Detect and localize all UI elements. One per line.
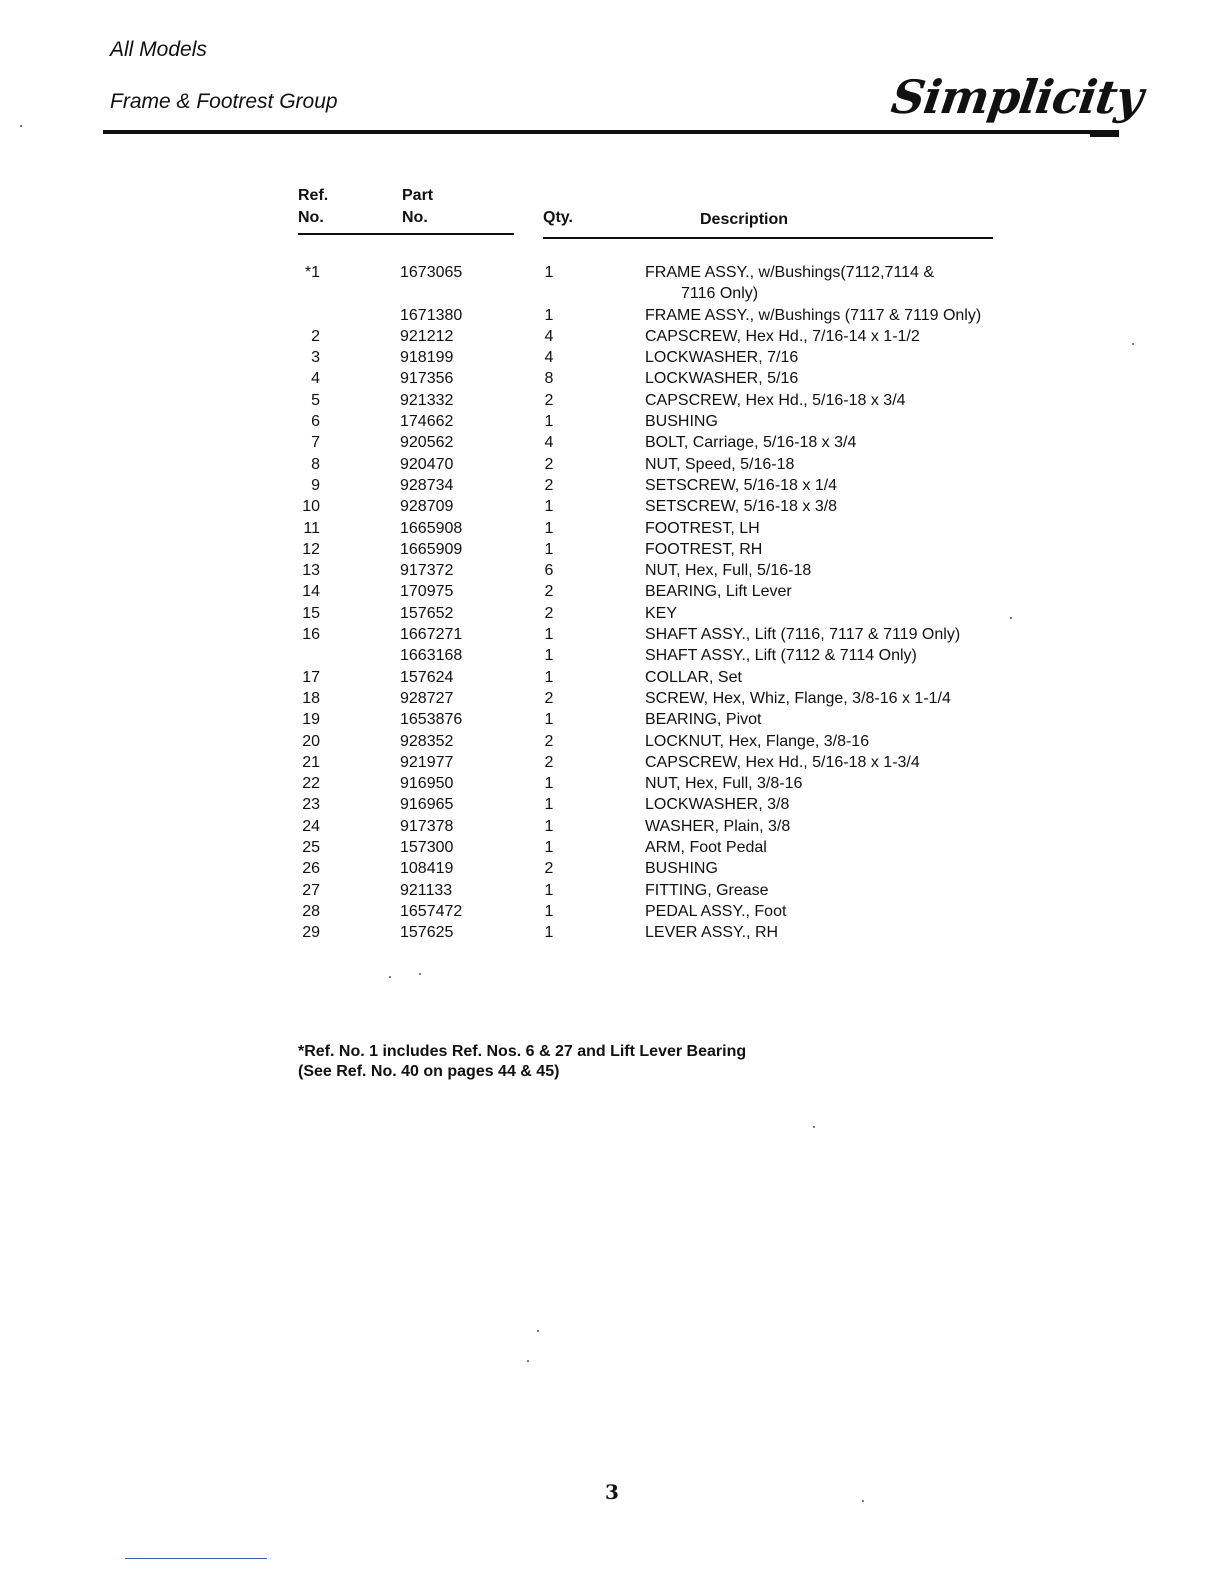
- table-row: [296, 368, 981, 389]
- table-row: [296, 922, 981, 943]
- description-cell: NUT, Hex, Full, 5/16-18: [645, 562, 812, 580]
- qty-cell: 1: [544, 668, 554, 686]
- table-row: [296, 624, 981, 645]
- page-number: 3: [605, 1480, 619, 1504]
- qty-cell: 4: [544, 434, 554, 452]
- part-no-cell: 928727: [400, 689, 454, 707]
- ref-no-cell: 27: [302, 881, 320, 899]
- description-cell: NUT, Speed, 5/16-18: [645, 455, 795, 473]
- qty-cell: 2: [544, 604, 554, 622]
- part-no-cell: 157652: [400, 604, 454, 622]
- ref-no-cell: 6: [311, 413, 320, 431]
- ref-no-cell: 25: [302, 839, 320, 857]
- description-cell: KEY: [645, 604, 678, 622]
- description-cell: NUT, Hex, Full, 3/8-16: [645, 775, 803, 793]
- scan-speck: [537, 1330, 539, 1332]
- scan-speck: [527, 1360, 529, 1362]
- qty-cell: 2: [544, 391, 554, 409]
- ref-no-cell: 16: [302, 626, 320, 644]
- table-row: [296, 390, 981, 411]
- description-cell: SCREW, Hex, Whiz, Flange, 3/8-16 x 1-1/4: [645, 689, 951, 707]
- qty-cell: 1: [544, 711, 554, 729]
- part-no-cell: 1657472: [400, 902, 463, 920]
- qty-cell: 1: [544, 647, 554, 665]
- description-cell: FOOTREST, RH: [645, 540, 763, 558]
- column-header-part: Part No.: [402, 187, 434, 226]
- ref-no-cell: 24: [302, 817, 320, 835]
- bottom-rule: [125, 1558, 267, 1559]
- table-row: [296, 603, 981, 624]
- part-no-cell: 170975: [400, 583, 454, 601]
- ref-no-cell: 10: [302, 498, 320, 516]
- scan-speck: [419, 973, 421, 975]
- ref-no-cell: 22: [302, 775, 320, 793]
- table-row: [296, 581, 981, 602]
- table-row: [296, 667, 981, 688]
- parts-table: [296, 262, 981, 944]
- description-cell: SHAFT ASSY., Lift (7112 & 7114 Only): [645, 647, 917, 665]
- qty-cell: 2: [544, 476, 554, 494]
- qty-cell: 2: [544, 689, 554, 707]
- description-cell: SHAFT ASSY., Lift (7116, 7117 & 7119 Only): [645, 626, 961, 644]
- ref-no-cell: 3: [311, 349, 320, 367]
- description-cell: FRAME ASSY., w/Bushings (7117 & 7119 Only): [645, 306, 982, 324]
- part-no-cell: 920470: [400, 455, 454, 473]
- ref-no-cell: 14: [302, 583, 320, 601]
- qty-cell: 1: [544, 881, 554, 899]
- ref-no-cell: [296, 645, 400, 666]
- table-row: [296, 496, 981, 517]
- ref-no-cell: 17: [302, 668, 320, 686]
- table-row: [296, 326, 981, 347]
- table-row: [296, 518, 981, 539]
- part-no-cell: 928352: [400, 732, 454, 750]
- column-header-rule-right: [543, 237, 993, 239]
- table-row: [296, 773, 981, 794]
- column-header-qty: Qty.: [543, 209, 573, 226]
- description-cell: CAPSCREW, Hex Hd., 5/16-18 x 3/4: [645, 391, 906, 409]
- models-label: All Models: [110, 38, 207, 61]
- part-no-cell: 108419: [400, 860, 454, 878]
- column-header-rule-left: [298, 233, 514, 235]
- description-cell: WASHER, Plain, 3/8: [645, 817, 791, 835]
- part-no-cell: 174662: [400, 413, 454, 431]
- qty-cell: 1: [544, 817, 554, 835]
- ref-no-cell: 5: [311, 391, 320, 409]
- qty-cell: 4: [544, 327, 554, 345]
- part-no-cell: 1673065: [400, 264, 463, 281]
- table-row: [296, 262, 981, 305]
- scan-speck: [1010, 617, 1012, 619]
- table-row: [296, 816, 981, 837]
- qty-cell: 1: [544, 796, 554, 814]
- scan-speck: [389, 976, 391, 978]
- description-cell: BUSHING: [645, 413, 718, 431]
- description-cell: SETSCREW, 5/16-18 x 3/8: [645, 498, 838, 516]
- part-no-cell: 917356: [400, 370, 454, 388]
- qty-cell: 1: [544, 924, 554, 942]
- qty-cell: 8: [544, 370, 554, 388]
- part-no-cell: 157625: [400, 924, 454, 942]
- description-cell: FOOTREST, LH: [645, 519, 760, 537]
- ref-no-cell: 26: [302, 860, 320, 878]
- column-header-description: Description: [700, 211, 789, 228]
- column-header-ref: Ref. No.: [298, 187, 329, 226]
- part-no-cell: 1663168: [400, 647, 463, 665]
- part-no-cell: 920562: [400, 434, 454, 452]
- qty-cell: 4: [544, 349, 554, 367]
- part-no-cell: 928734: [400, 476, 454, 494]
- scan-speck: [20, 125, 22, 127]
- table-row: [296, 539, 981, 560]
- ref-no-cell: 11: [303, 519, 320, 537]
- table-row: [296, 731, 981, 752]
- table-row: [296, 752, 981, 773]
- table-row: [296, 347, 981, 368]
- part-no-cell: 1653876: [400, 711, 463, 729]
- qty-cell: 2: [544, 583, 554, 601]
- qty-cell: 1: [544, 519, 554, 537]
- description-cell: BOLT, Carriage, 5/16-18 x 3/4: [645, 434, 857, 452]
- part-no-cell: 921977: [400, 753, 454, 771]
- scan-speck: [862, 1500, 864, 1502]
- part-no-cell: 921133: [400, 881, 453, 899]
- header-rule-accent: [1090, 134, 1119, 137]
- description-cell: BEARING, Pivot: [645, 711, 762, 729]
- ref-no-cell: 20: [302, 732, 320, 750]
- qty-cell: 2: [544, 860, 554, 878]
- table-row: [296, 305, 981, 326]
- description-cell: FITTING, Grease: [645, 881, 769, 899]
- part-no-cell: 921212: [400, 327, 454, 345]
- part-no-cell: 1667271: [400, 626, 463, 644]
- ref-no-cell: [296, 305, 400, 326]
- qty-cell: 1: [544, 306, 554, 324]
- table-row: [296, 475, 981, 496]
- qty-cell: 1: [544, 264, 554, 281]
- description-cell: ARM, Foot Pedal: [645, 839, 767, 857]
- table-row: [296, 688, 981, 709]
- ref-no-cell: 2: [311, 327, 320, 345]
- qty-cell: 1: [544, 775, 554, 793]
- qty-cell: 2: [544, 732, 554, 750]
- qty-cell: 1: [544, 540, 554, 558]
- table-row: [296, 645, 981, 666]
- description-cell: CAPSCREW, Hex Hd., 5/16-18 x 1-3/4: [645, 753, 920, 771]
- description-cell: BUSHING: [645, 860, 718, 878]
- qty-cell: 2: [544, 455, 554, 473]
- table-row: [296, 411, 981, 432]
- ref-no-cell: 23: [302, 796, 320, 814]
- part-no-cell: 917378: [400, 817, 454, 835]
- ref-no-cell: 12: [302, 540, 320, 558]
- scan-speck: [1132, 343, 1134, 345]
- part-no-cell: 918199: [400, 349, 454, 367]
- part-no-cell: 916950: [400, 775, 454, 793]
- description-cell: COLLAR, Set: [645, 668, 742, 686]
- table-row: [296, 880, 981, 901]
- table-row: [296, 837, 981, 858]
- ref-no-cell: 13: [302, 562, 320, 580]
- ref-no-cell: 4: [311, 370, 320, 388]
- ref-no-cell: 7: [311, 434, 320, 452]
- description-cell: SETSCREW, 5/16-18 x 1/4: [645, 476, 838, 494]
- description-cell: LEVER ASSY., RH: [645, 924, 779, 942]
- part-no-cell: 157624: [400, 668, 454, 686]
- section-title: Frame & Footrest Group: [110, 90, 338, 113]
- ref-no-cell: *1: [304, 264, 320, 281]
- description-cell: FRAME ASSY., w/Bushings(7112,7114 & 7116 Only): [645, 264, 935, 303]
- ref-no-cell: 15: [302, 604, 320, 622]
- qty-cell: 1: [544, 413, 554, 431]
- table-row: [296, 858, 981, 879]
- qty-cell: 1: [544, 902, 554, 920]
- ref-no-cell: 29: [302, 924, 320, 942]
- ref-no-cell: 18: [302, 689, 320, 707]
- qty-cell: 1: [544, 498, 554, 516]
- qty-cell: 2: [544, 753, 554, 771]
- part-no-cell: 1671380: [400, 306, 463, 324]
- part-no-cell: 916965: [400, 796, 454, 814]
- qty-cell: 6: [544, 562, 554, 580]
- part-no-cell: 921332: [400, 391, 454, 409]
- scan-speck: [813, 1126, 815, 1128]
- table-row: [296, 794, 981, 815]
- table-row: [296, 454, 981, 475]
- part-no-cell: 1665908: [400, 519, 463, 537]
- table-row: [296, 901, 981, 922]
- brand-logo: Simplicity: [888, 70, 1146, 124]
- table-row: [296, 709, 981, 730]
- footnote: *Ref. No. 1 includes Ref. Nos. 6 & 27 and Lift Lever Bearing (See Ref. No. 40 on pages 44 & 45): [298, 1043, 747, 1080]
- qty-cell: 1: [544, 839, 554, 857]
- description-cell: LOCKWASHER, 5/16: [645, 370, 799, 388]
- description-cell: BEARING, Lift Lever: [645, 583, 792, 601]
- part-no-cell: 157300: [400, 839, 454, 857]
- description-cell: LOCKNUT, Hex, Flange, 3/8-16: [645, 732, 870, 750]
- qty-cell: 1: [544, 626, 554, 644]
- ref-no-cell: 28: [302, 902, 320, 920]
- description-cell: PEDAL ASSY., Foot: [645, 902, 787, 920]
- part-no-cell: 1665909: [400, 540, 463, 558]
- ref-no-cell: 9: [311, 476, 320, 494]
- table-row: [296, 432, 981, 453]
- header-rule: [103, 130, 1119, 134]
- ref-no-cell: 19: [302, 711, 320, 729]
- description-cell: LOCKWASHER, 3/8: [645, 796, 790, 814]
- table-row: [296, 560, 981, 581]
- part-no-cell: 928709: [400, 498, 454, 516]
- ref-no-cell: 21: [302, 753, 320, 771]
- ref-no-cell: 8: [311, 455, 320, 473]
- description-cell: LOCKWASHER, 7/16: [645, 349, 799, 367]
- part-no-cell: 917372: [400, 562, 454, 580]
- description-cell: CAPSCREW, Hex Hd., 7/16-14 x 1-1/2: [645, 327, 920, 345]
